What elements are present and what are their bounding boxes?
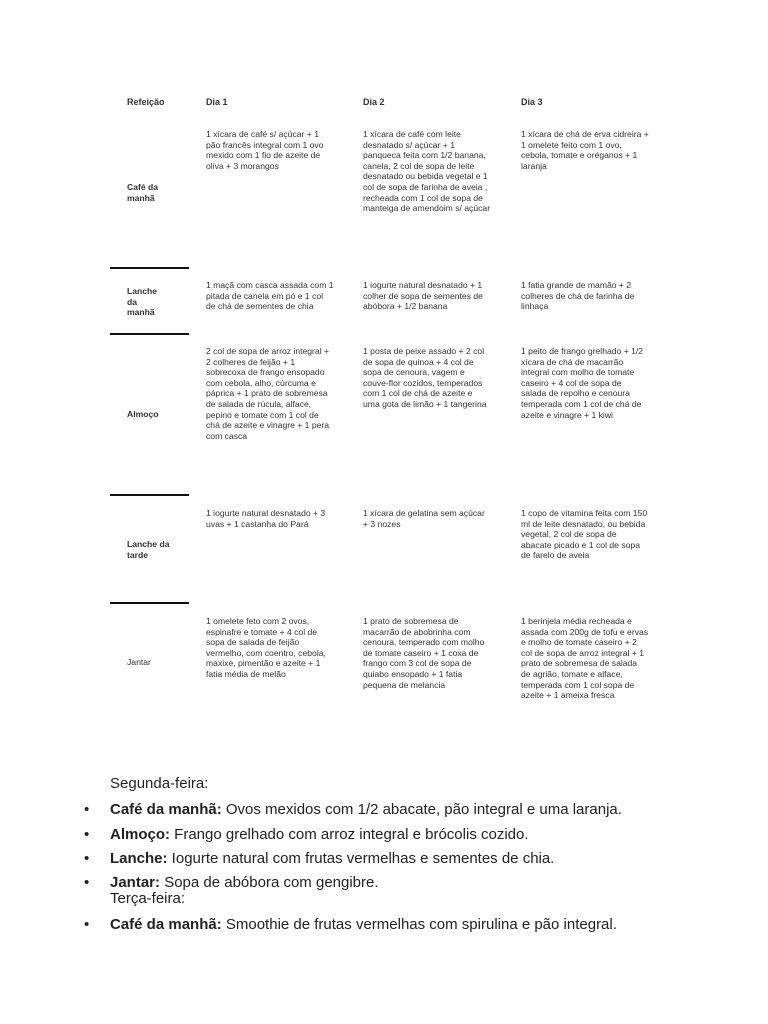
header-refeicao: Refeição [127, 97, 165, 107]
list-item [84, 874, 379, 891]
list-item [84, 826, 529, 843]
item-text: Iogurte natural com frutas vermelhas e sementes de chia. [167, 850, 555, 867]
tuesday-heading: Terça-feira: [110, 890, 186, 907]
row-divider [110, 494, 189, 496]
list-item [84, 916, 617, 933]
row-label-lanche-da-tarde: Lanche da tarde [127, 539, 170, 560]
monday-heading: Segunda-feira: [110, 775, 209, 792]
item-label: Café da manhã: [110, 801, 222, 818]
bullet-icon: • [84, 916, 90, 933]
row-divider [110, 333, 189, 335]
item-label: Lanche: [110, 850, 168, 867]
bullet-icon: • [84, 801, 90, 818]
row-label-lanche-da-manha: Lanche da manhã [127, 286, 158, 318]
cell-cafe-dia-3: 1 xícara de chá de erva cidreira + 1 omelete feito com 1 ovo, cebola, tomate e oréganos + 1 laranja [521, 129, 649, 171]
cell-lanche-tarde-dia-3: 1 copo de vitamina feita com 150 ml de leite desnatado, ou bebida vegetal, 2 col de sopa de abacate picado e 1 col de sopa de farelo de aveia [521, 508, 648, 561]
header-dia-2: Dia 2 [363, 97, 385, 107]
cell-almoco-dia-1: 2 col de sopa de arroz integral + 2 colheres de feijão + 1 sobrecoxa de frango ensopado com cebola, alho, cúrcuma e páprica + 1 prato de sobremesa de salada de rúcula, alface, pepino e tomate com 1 col de chá de azeite e vinagre + 1 pera com casca [206, 346, 330, 441]
header-dia-1: Dia 1 [206, 97, 228, 107]
row-label-almoco: Almoço [127, 409, 159, 419]
item-text: Frango grelhado com arroz integral e brócolis cozido. [170, 826, 529, 843]
cell-lanche-tarde-dia-1: 1 iogurte natural desnatado + 3 uvas + 1 castanha do Pará [206, 508, 326, 529]
cell-lanche-tarde-dia-2: 1 xícara de gelatina sem açúcar + 3 nozes [363, 508, 485, 529]
item-text: Sopa de abóbora com gengibre. [160, 874, 379, 891]
item-label: Almoço: [110, 826, 170, 843]
bullet-icon: • [84, 874, 90, 891]
cell-jantar-dia-2: 1 prato de sobremesa de macarrão de abobrinha com cenoura, temperado com molho de tomate caseiro + 1 coxa de frango com 3 col de sopa de quiabo ensopado + 1 fatia pequena de melancia [363, 616, 485, 690]
cell-jantar-dia-3: 1 berinjela média recheada e assada com 200g de tofu e ervas e molho de tomate caseiro + 2 col de sopa de arroz integral + 1 prato de sobremesa de salada de agrião, tomate e alface, temperada com 1 col sopa de azeite + 1 ameixa fresca [521, 616, 649, 701]
bullet-icon: • [84, 850, 90, 867]
row-divider [110, 267, 189, 269]
list-item [84, 850, 554, 867]
item-text: Ovos mexidos com 1/2 abacate, pão integral e uma laranja. [221, 801, 622, 818]
cell-jantar-dia-1: 1 omelete feto com 2 ovos, espinafre e tomate + 4 col de sopa de salada de feijão vermelho, com coentro, cebola, maxixe, pimentão e azeite + 1 fatia média de melão [206, 616, 326, 679]
cell-cafe-dia-2: 1 xícara de café com leite desnatado s/ açúcar + 1 panqueca feita com 1/2 banana, canela, 2 col de sopa de leite desnatado ou bebida vegetal e 1 col de sopa de farinha de aveia , recheada com 1 col de sopa de manteiga de amendoim s/ açúcar [363, 129, 491, 214]
bullet-icon: • [84, 826, 90, 843]
cell-lanche-manha-dia-2: 1 iogurte natural desnatado + 1 colher de sopa de sementes de abóbora + 1/2 banana [363, 280, 483, 312]
item-label: Jantar: [110, 874, 161, 891]
list-item [84, 801, 622, 818]
cell-lanche-manha-dia-3: 1 fatia grande de mamão + 2 colheres de chá de farinha de linhaça [521, 280, 635, 312]
item-text: Smoothie de frutas vermelhas com spirulina e pão integral. [221, 916, 617, 933]
header-dia-3: Dia 3 [521, 97, 543, 107]
row-label-jantar: Jantar [127, 657, 151, 667]
cell-almoco-dia-3: 1 peito de frango grelhado + 1/2 xícara de chá de macarrão integral com molho de tomate caseiro + 4 col de sopa de salada de repolho e cenoura temperada com 1 col de chá de azeite e vinagre + 1 kiwi [521, 346, 644, 420]
row-divider [110, 602, 189, 604]
row-label-cafe-da-manha: Café da manhã [127, 182, 159, 203]
cell-cafe-dia-1: 1 xícara de café s/ açúcar + 1 pão francês integral com 1 ovo mexido com 1 fio de azeite de oliva + 3 morangos [206, 129, 324, 171]
cell-almoco-dia-2: 1 posta de peixe assado + 2 col de sopa de quinoa + 4 col de sopa de cenoura, vagem e couve-flor cozidos, temperados com 1 col de chá de azeite e uma gota de limão + 1 tangerina [363, 346, 487, 409]
item-label: Café da manhã: [110, 916, 222, 933]
cell-lanche-manha-dia-1: 1 maçã com casca assada com 1 pitada de canela em pó e 1 col de chá de sementes de chia [206, 280, 334, 312]
